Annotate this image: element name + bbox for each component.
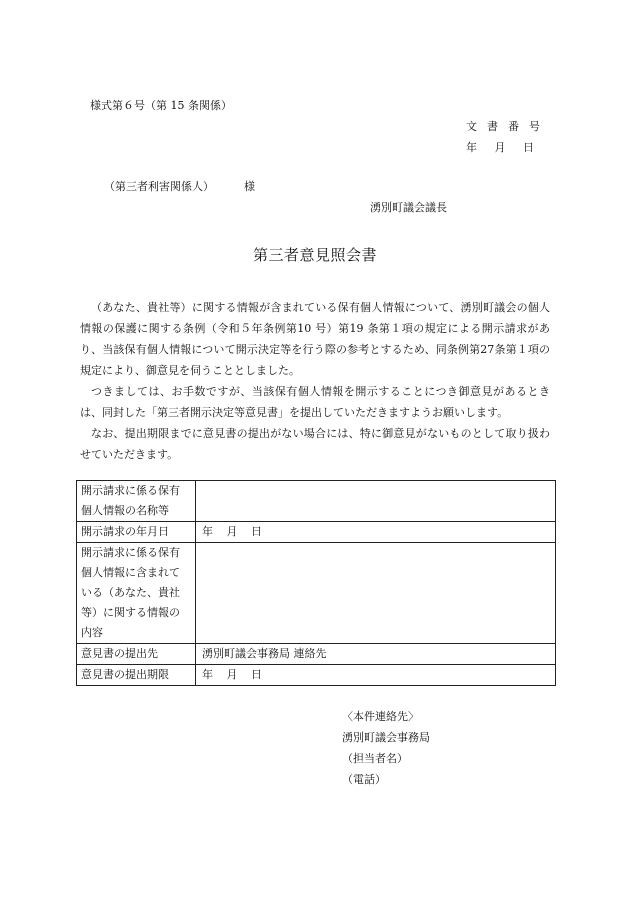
contact-office: 湧別町議会事務局 (342, 731, 430, 744)
label-line: 開示請求に係る保有 (81, 484, 180, 497)
table-label-cell (77, 543, 196, 644)
submission-destination-value: 湧別町議会事務局 連絡先 (196, 644, 556, 665)
contact-phone: （電話） (342, 773, 386, 786)
table-label-cell: 意見書の提出期限 (77, 665, 196, 686)
label-line: いる（あなた、貴社 (81, 586, 180, 599)
paragraph-2 (80, 381, 550, 423)
table-label-cell: 開示請求の年月日 (77, 522, 196, 543)
paragraph-3-line-2: 扱わせていただきます。 (80, 427, 551, 461)
contact-person: （担当者名） (342, 752, 408, 765)
paragraph-3-line-1: なお、提出期限までに意見書の提出がない場合には、特に御意見がないものとして取り (91, 427, 528, 440)
paragraph-1-line-4: 条第１項の規定により、御意見を伺うこととしました。 (80, 343, 551, 377)
recipient-label: （第三者利害関係人） (104, 180, 214, 193)
paragraph-1-line-3: 求があり、当該保有個人情報について開示決定等を行う際の参考とするため、同条例第27 (80, 322, 550, 356)
submission-deadline-value[interactable]: 年 月 日 (196, 665, 556, 686)
label-line: 等）に関する情報の (81, 606, 180, 619)
paragraph-1-line-2: 個人情報の保護に関する条例（令和５年条例第10 号）第19 条第１項の規定による開示請 (80, 301, 551, 335)
info-table (76, 480, 556, 686)
document-number-label: 文書番号 (466, 120, 550, 133)
recipient-line (104, 178, 255, 194)
table-value-cell[interactable] (196, 481, 556, 522)
document-date-label: 年 月 日 (466, 141, 534, 154)
label-line: 開示請求に係る保有 (81, 546, 180, 559)
table-row (77, 522, 556, 543)
table-row (77, 644, 556, 665)
table-row (77, 543, 556, 644)
table-label-cell (77, 481, 196, 522)
body-text (80, 297, 550, 465)
paragraph-2-line-2: きは、同封した「第三者開示決定等意見書」を提出していただきますようお願いします。 (80, 385, 550, 419)
paragraph-1 (80, 297, 550, 381)
contact-heading: 〈本件連絡先〉 (342, 710, 419, 723)
contact-block (342, 706, 430, 790)
form-number: 様式第６号（第 15 条関係） (90, 99, 232, 112)
paragraph-3 (80, 423, 550, 465)
sender-name: 湧別町議会議長 (370, 201, 447, 214)
label-line: 内容 (81, 626, 103, 639)
table-row (77, 665, 556, 686)
label-line: 個人情報に含まれて (81, 566, 180, 579)
recipient-honorific: 様 (244, 180, 255, 193)
table-value-cell[interactable] (196, 543, 556, 644)
request-date-value[interactable]: 年 月 日 (196, 522, 556, 543)
table-row (77, 481, 556, 522)
paragraph-2-line-1: つきましては、お手数ですが、当該保有個人情報を開示することにつき御意見があると (91, 385, 539, 398)
table-label-cell: 意見書の提出先 (77, 644, 196, 665)
paragraph-1-line-1: （あなた、貴社等）に関する情報が含まれている保有個人情報について、湧別町議会の (91, 301, 528, 314)
document-title: 第三者意見照会書 (252, 246, 377, 264)
label-line: 個人情報の名称等 (81, 504, 169, 517)
